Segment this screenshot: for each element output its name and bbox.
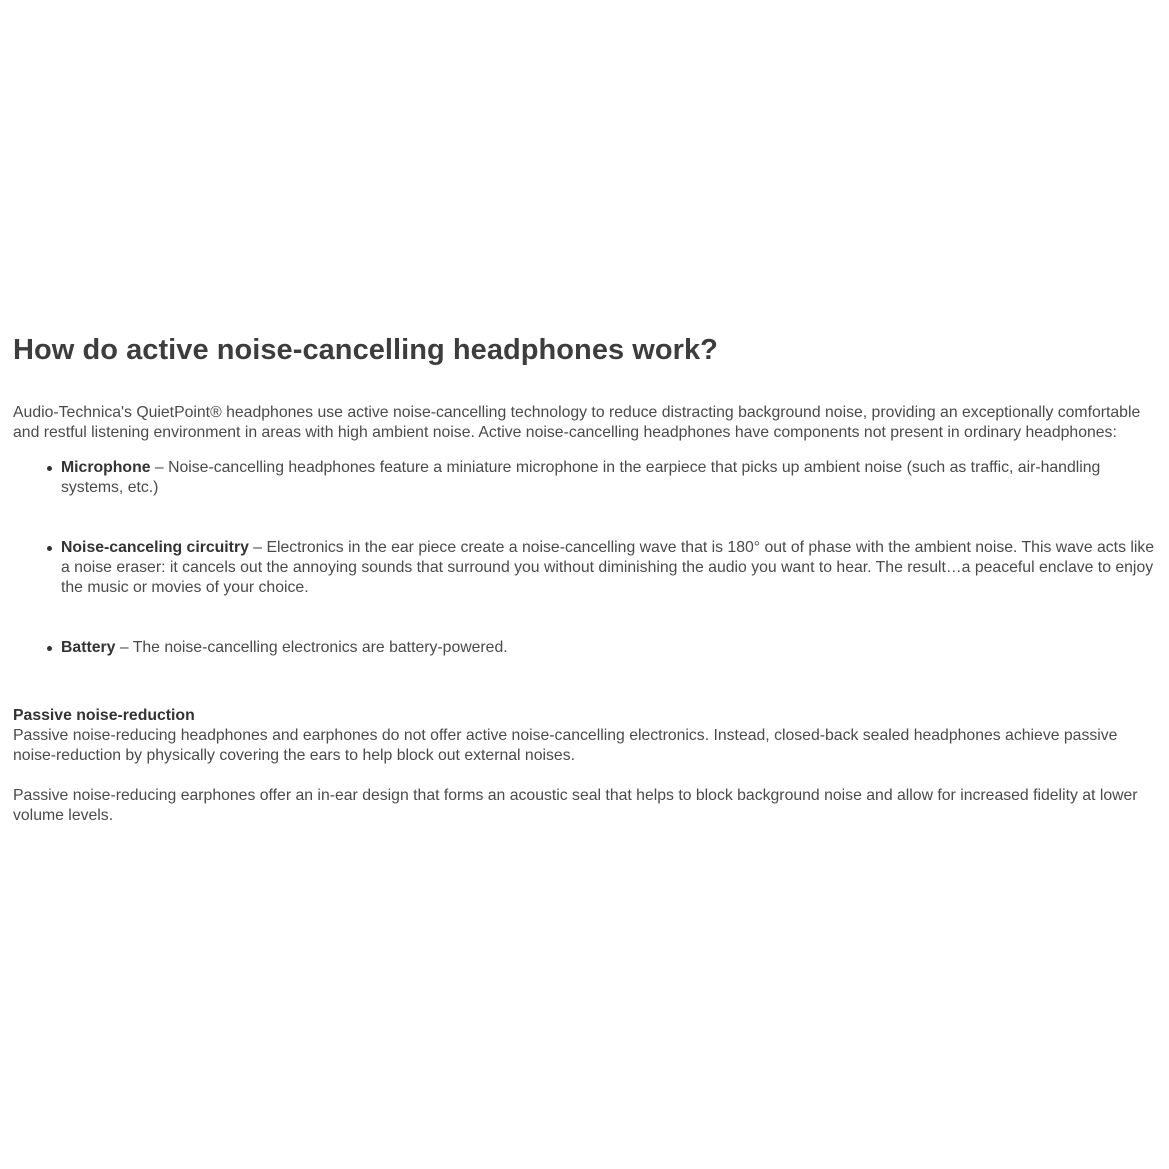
passive-paragraph-headphones: Passive noise-reducing headphones and earphones do not offer active noise-cancelling electronics. Instead, closed-back sealed headphones achieve passive noise-reduction by physically covering the ears to help block out external noises. (13, 727, 1118, 764)
bullet-icon (47, 466, 52, 471)
components-list (13, 458, 1161, 658)
component-description: – The noise-cancelling electronics are battery-powered. (115, 639, 508, 656)
component-term: Microphone (61, 459, 151, 476)
list-item-battery (61, 638, 1161, 658)
component-term: Battery (61, 639, 116, 656)
bullet-icon (47, 646, 52, 651)
component-description: – Electronics in the ear piece create a noise-cancelling wave that is 180° out of phase with the ambient noise. This wave acts like a noise eraser: it cancels out the annoying sounds that surround you without diminishing the audio you want to hear. The result…a peaceful enclave to enjoy the music or movies of your choice. (61, 539, 1155, 596)
passive-paragraph-earphones: Passive noise-reducing earphones offer an in-ear design that forms an acoustic seal that helps to block background noise and allow for increased fidelity at lower volume levels. (13, 787, 1138, 824)
intro-paragraph: Audio-Technica's QuietPoint® headphones use active noise-cancelling technology to reduce distracting background noise, providing an exceptionally comfortable and restful listening environment in areas with high ambient noise. Active noise-cancelling headphones have components not present in ordinary headphones: (13, 404, 1141, 441)
component-term: Noise-canceling circuitry (61, 539, 249, 556)
list-item-microphone (61, 458, 1161, 498)
passive-section-heading: Passive noise-reduction (13, 707, 195, 724)
list-item-circuitry (61, 538, 1161, 598)
page-title: How do active noise-cancelling headphones work? (13, 334, 718, 366)
component-description: – Noise-cancelling headphones feature a miniature microphone in the earpiece that picks up ambient noise (such as traffic, air-handling systems, etc.) (61, 459, 1101, 496)
article (13, 329, 1161, 826)
bullet-icon (47, 546, 52, 551)
